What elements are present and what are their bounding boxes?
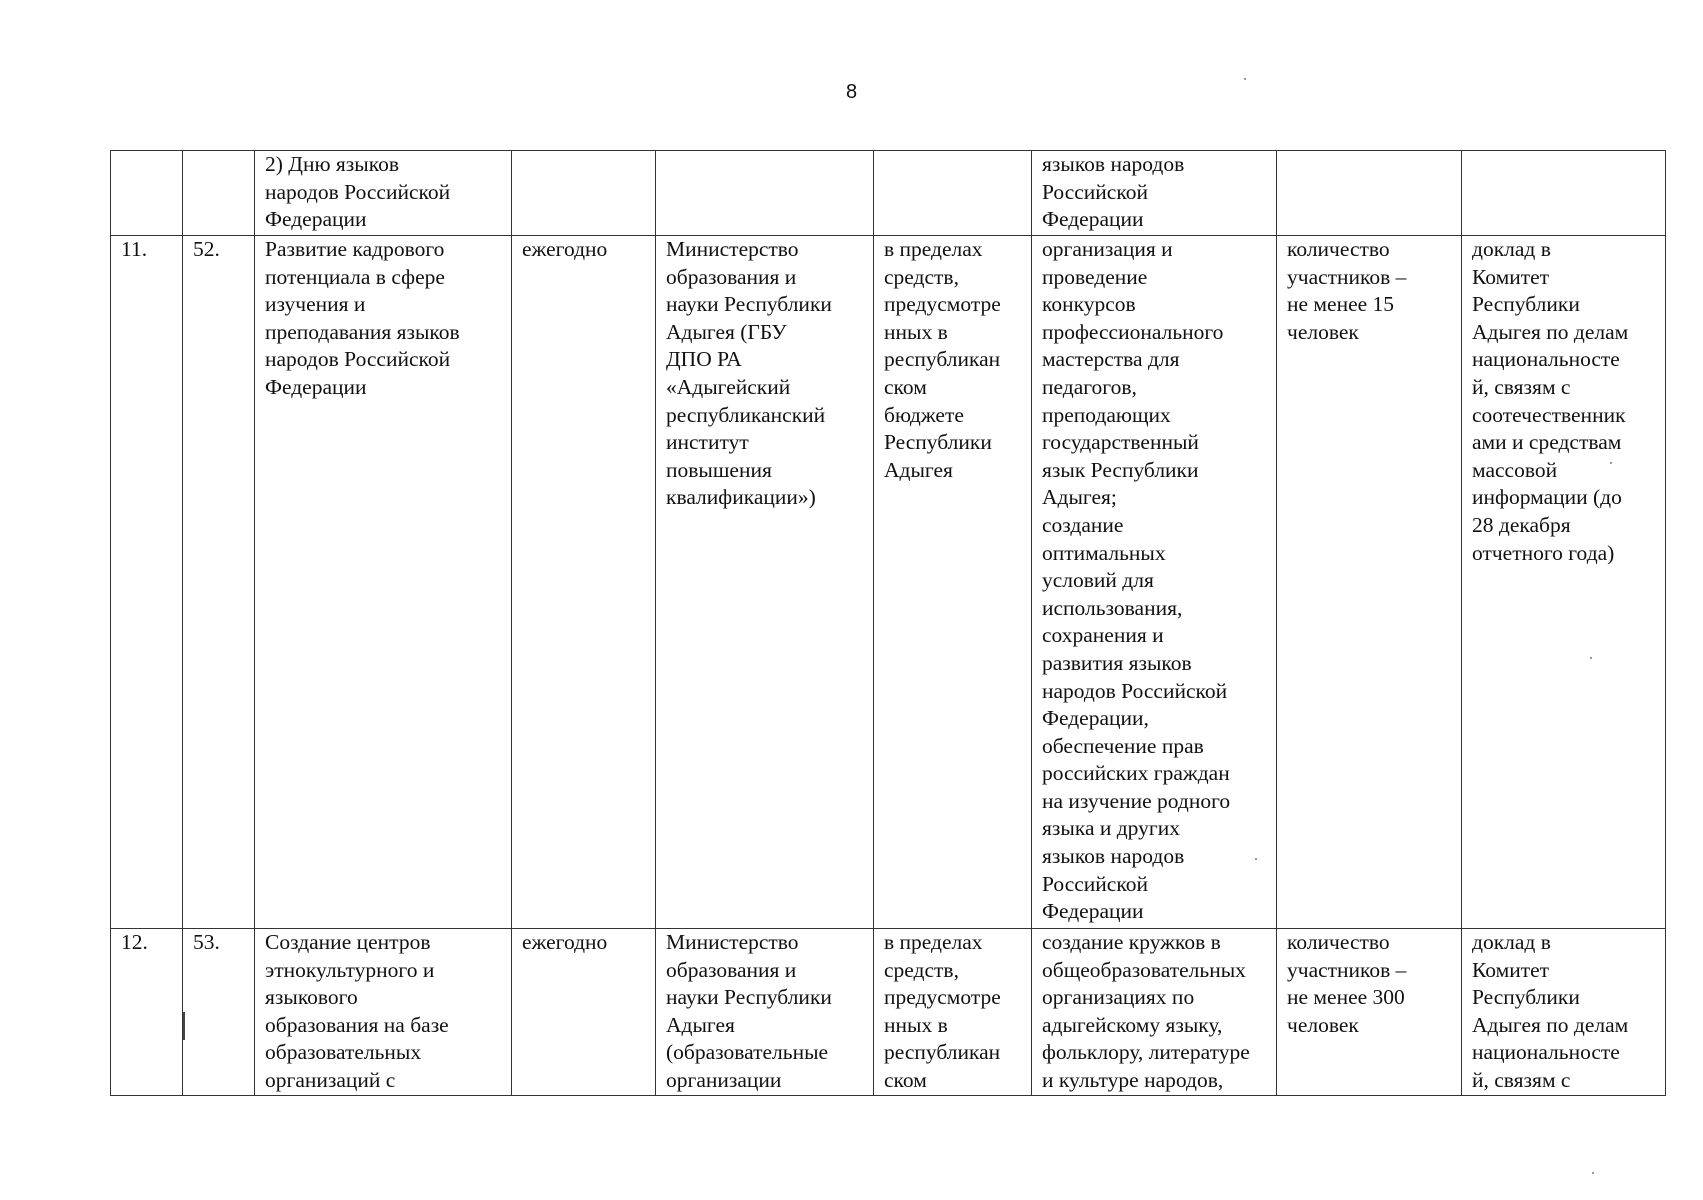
- cell-indicator: [1277, 151, 1462, 236]
- cell-row-number: [111, 151, 183, 236]
- cell-deadline: ежегодно: [512, 929, 656, 1096]
- cell-row-number: 12.: [111, 929, 183, 1096]
- table-row-52: [111, 236, 1666, 929]
- cell-funding: [874, 151, 1032, 236]
- cell-deadline: [512, 151, 656, 236]
- cell-measure: Развитие кадрового потенциала в сфере изучения и преподавания языков народов Российской Федерации: [255, 236, 512, 929]
- scan-speck: [1610, 462, 1612, 464]
- cell-report: доклад в Комитет Республики Адыгея по делам национальносте й, связям с соотечественник ами и средствам массовой информации (до 28 декабря отчетного года): [1462, 236, 1666, 929]
- cell-funding: в пределах средств, предусмотре нных в республикан ском: [874, 929, 1032, 1096]
- cell-row-number: 11.: [111, 236, 183, 929]
- scan-speck: [1244, 78, 1246, 80]
- cell-measure: 2) Дню языков народов Российской Федерации: [255, 151, 512, 236]
- scan-speck: [1592, 1172, 1594, 1174]
- cell-result: организация и проведение конкурсов профессионального мастерства для педагогов, преподающих государственный язык Республики Адыгея; создание оптимальных условий для использования, сохранения и развития языков народов Российской Федерации, обеспечение прав российских граждан на изучение родного языка и других языков народов Российской Федерации: [1032, 236, 1277, 929]
- cell-result: создание кружков в общеобразовательных организациях по адыгейскому языку, фольклору, литературе и культуре народов,: [1032, 929, 1277, 1096]
- cell-indicator: количество участников – не менее 15 человек: [1277, 236, 1462, 929]
- scan-speck: [1590, 657, 1592, 659]
- cell-indicator: количество участников – не менее 300 человек: [1277, 929, 1462, 1096]
- scan-mark: [183, 1012, 185, 1040]
- scan-speck: [1255, 858, 1257, 860]
- cell-executor: Министерство образования и науки Республики Адыгея (образовательные организации: [656, 929, 874, 1096]
- measures-table: [110, 150, 1666, 1096]
- cell-item-number: 52.: [183, 236, 255, 929]
- cell-funding: в пределах средств, предусмотре нных в республикан ском бюджете Республики Адыгея: [874, 236, 1032, 929]
- cell-report: [1462, 151, 1666, 236]
- cell-item-number: [183, 151, 255, 236]
- table-row-53: [111, 929, 1666, 1096]
- cell-executor: [656, 151, 874, 236]
- cell-report: доклад в Комитет Республики Адыгея по делам национальносте й, связям с: [1462, 929, 1666, 1096]
- cell-result: языков народов Российской Федерации: [1032, 151, 1277, 236]
- page-number: 8: [845, 81, 858, 103]
- cell-executor: Министерство образования и науки Республики Адыгея (ГБУ ДПО РА «Адыгейский республиканский институт повышения квалификации»): [656, 236, 874, 929]
- cell-deadline: ежегодно: [512, 236, 656, 929]
- cell-measure: Создание центров этнокультурного и языкового образования на базе образовательных организаций с: [255, 929, 512, 1096]
- table-row-continued: [111, 151, 1666, 236]
- cell-item-number: 53.: [183, 929, 255, 1096]
